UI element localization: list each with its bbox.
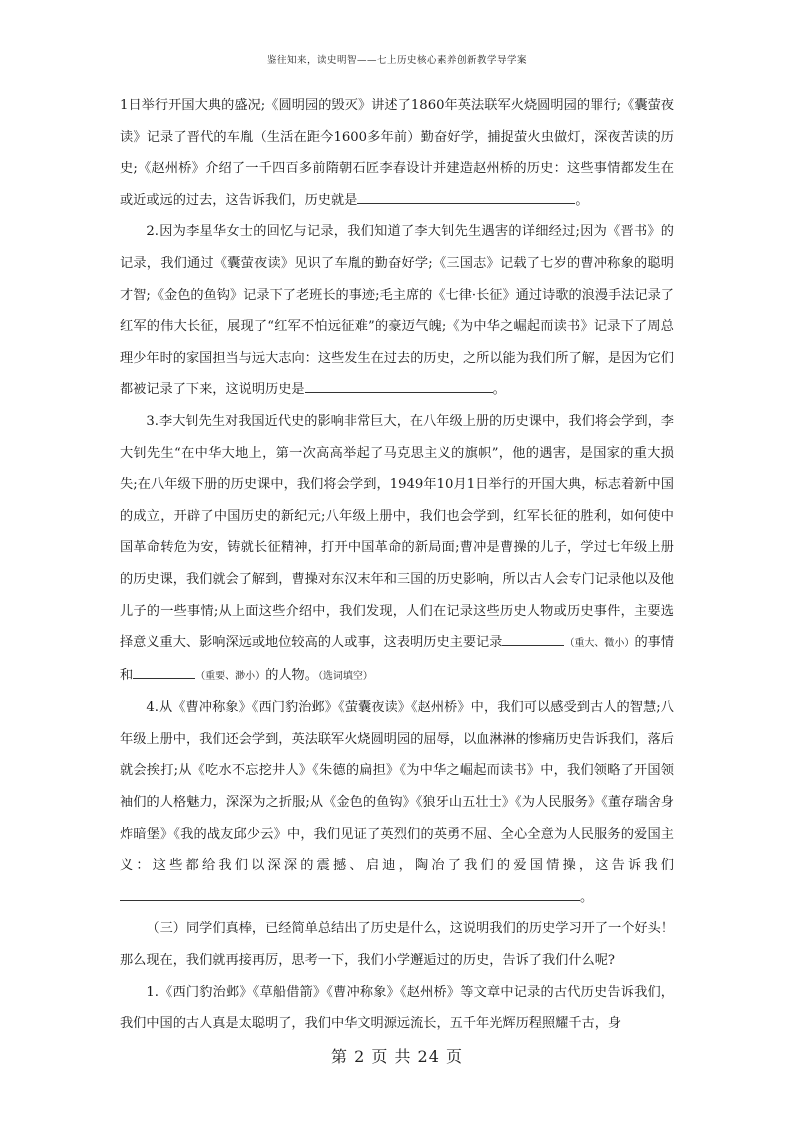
paragraph-text: 2.因为李星华女士的回忆与记录，我们知道了李大钊先生遇害的详细经过;因为《晋书》的记录，我们通过《囊萤夜读》见识了车胤的勤奋好学;《三国志》记载了七岁的曹冲称象的聪明才智;《金色的鱼钩》记录下了老班长的事迹;毛主席的《七律·长征》通过诗歌的浪漫手法记录了红军的伟大长征，展现了“红军不怕远征难”的豪迈气魄;《为中华之崛起而读书》记录下了周总理少年时的家国担当与远大志向：这些发生在过去的历史，之所以能为我们所了解，是因为它们都被记录了下来，这说明历史是 <box>120 224 674 398</box>
section-3-item-1: 1.《西门豹治邺》《草船借箭》《曹冲称象》《赵州桥》等文章中记录的古代历史告诉我们，我们中国的古人真是太聪明了，我们中华文明源远流长，五千年光辉历程照耀千古，身 <box>120 984 674 1032</box>
instruction-note: （选词填空） <box>317 670 373 682</box>
answer-blank[interactable] <box>120 887 580 901</box>
paragraph-text: 4.从《曹冲称象》《西门豹治邺》《萤囊夜读》《赵州桥》中，我们可以感受到古人的智慧;八年级上册中，我们还会学到，英法联军火烧圆明园的屈辱，以血淋淋的惨痛历史告诉我们，落后就会挨打;从《吃水不忘挖井人》《朱德的扁担》《为中华之崛起而读书》中，我们领略了开国领袖们的人格魅力，深深为之折服;从《金色的鱼钩》《狼牙山五壮士》《为人民服务》《董存瑞舍身炸暗堡》《我的战友邱少云》中，我们见证了英烈们的英勇不屈、全心全意为人民服务的爱国主义：这些都给我们以深深的震撼、启迪，陶冶了我们的爱国情操，这告诉我们 <box>120 700 674 874</box>
paragraph-text: 3.李大钊先生对我国近代史的影响非常巨大，在八年级上册的历史课中，我们将会学到，李大钊先生“在中华大地上，第一次高高举起了马克思主义的旗帜”，他的遇害，是国家的重大损失;在八年级下册的历史课中，我们将会学到，1949年10月1日举行的开国大典，标志着新中国的成立，开辟了中国历史的新纪元;八年级上册中，我们也会学到，红军长征的胜利，如何使中国革命转危为安，铸就长征精神，打开中国革命的新局面;曹冲是曹操的儿子，学过七年级上册的历史课，我们就会了解到，曹操对东汉末年和三国的历史影响，所以古人会专门记录他以及他儿子的一些事情;从上面这些介绍中，我们发现，人们在记录这些历史人物或历史事件，主要选择意义重大、影响深远或地位较高的人或事，这表明历史主要记录 <box>120 413 674 651</box>
paragraph-4: 4.从《曹冲称象》《西门豹治邺》《萤囊夜读》《赵州桥》中，我们可以感受到古人的智慧;八年级上册中，我们还会学到，英法联军火烧圆明园的屈辱，以血淋淋的惨痛历史告诉我们，落后就会挨打;从《吃水不忘挖井人》《朱德的扁担》《为中华之崛起而读书》中，我们领略了开国领袖们的人格魅力，深深为之折服;从《金色的鱼钩》《狼牙山五壮士》《为人民服务》《董存瑞舍身炸暗堡》《我的战友邱少云》中，我们见证了英烈们的英勇不屈、全心全意为人民服务的爱国主义：这些都给我们以深深的震撼、启迪，陶冶了我们的爱国情操，这告诉我们。 <box>120 700 674 905</box>
body-text <box>120 90 674 1040</box>
paragraph-2: 2.因为李星华女士的回忆与记录，我们知道了李大钊先生遇害的详细经过;因为《晋书》的记录，我们通过《囊萤夜读》见识了车胤的勤奋好学;《三国志》记载了七岁的曹冲称象的聪明才智;《金色的鱼钩》记录下了老班长的事迹;毛主席的《七律·长征》通过诗歌的浪漫手法记录了红军的伟大长征，展现了“红军不怕远征难”的豪迈气魄;《为中华之崛起而读书》记录下了周总理少年时的家国担当与远大志向：这些发生在过去的历史，之所以能为我们所了解，是因为它们都被记录了下来，这说明历史是 。 <box>120 224 674 398</box>
word-choice-2: （重要、渺小） <box>195 670 266 682</box>
page-footer <box>0 1044 794 1067</box>
paragraph-text: 1日举行开国大典的盛况;《圆明园的毁灭》讲述了1860年英法联军火烧圆明园的罪行;《囊萤夜读》记录了晋代的车胤（生活在距今1600多年前）勤奋好学，捕捉萤火虫做灯，深夜苦读的历史;《赵州桥》介绍了一千四百多前隋朝石匠李春设计并建造赵州桥的历史：这些事情都发生在或近或远的过去，这告诉我们，历史就是 <box>120 98 674 208</box>
answer-blank[interactable] <box>305 379 493 393</box>
page-header: 鉴往知来，读史明智——七上历史核心素养创新教学导学案 <box>266 55 527 66</box>
answer-blank[interactable] <box>133 665 195 679</box>
answer-blank[interactable] <box>357 190 575 204</box>
answer-blank[interactable] <box>502 632 564 646</box>
word-choice-1: （重大、微小） <box>564 638 635 650</box>
page-number: 第 2 页 共 24 页 <box>331 1047 463 1066</box>
section-3-intro: （三）同学们真棒，已经简单总结出了历史是什么，这说明我们的历史学习开了一个好头！那么现在，我们就再接再厉，思考一下，我们小学邂逅过的历史，告诉了我们什么呢? <box>120 921 674 969</box>
paragraph-3: 3.李大钊先生对我国近代史的影响非常巨大，在八年级上册的历史课中，我们将会学到，李大钊先生“在中华大地上，第一次高高举起了马克思主义的旗帜”，他的遇害，是国家的重大损失;在八年级下册的历史课中，我们将会学到，1949年10月1日举行的开国大典，标志着新中国的成立，开辟了中国历史的新纪元;八年级上册中，我们也会学到，红军长征的胜利，如何使中国革命转危为安，铸就长征精神，打开中国革命的新局面;曹冲是曹操的儿子，学过七年级上册的历史课，我们就会了解到，曹操对东汉末年和三国的历史影响，所以古人会专门记录他以及他儿子的一些事情;从上面这些介绍中，我们发现，人们在记录这些历史人物或历史事件，主要选择意义重大、影响深远或地位较高的人或事，这表明历史主要记录 （重大、微小）的事情和 （重要、渺小）的人物。（选词填空） <box>120 413 674 683</box>
paragraph-1-continued: 1日举行开国大典的盛况;《圆明园的毁灭》讲述了1860年英法联军火烧圆明园的罪行;《囊萤夜读》记录了晋代的车胤（生活在距今1600多年前）勤奋好学，捕捉萤火虫做灯，深夜苦读的历史;《赵州桥》介绍了一千四百多前隋朝石匠李春设计并建造赵州桥的历史：这些事情都发生在或近或远的过去，这告诉我们，历史就是 。 <box>120 98 674 208</box>
